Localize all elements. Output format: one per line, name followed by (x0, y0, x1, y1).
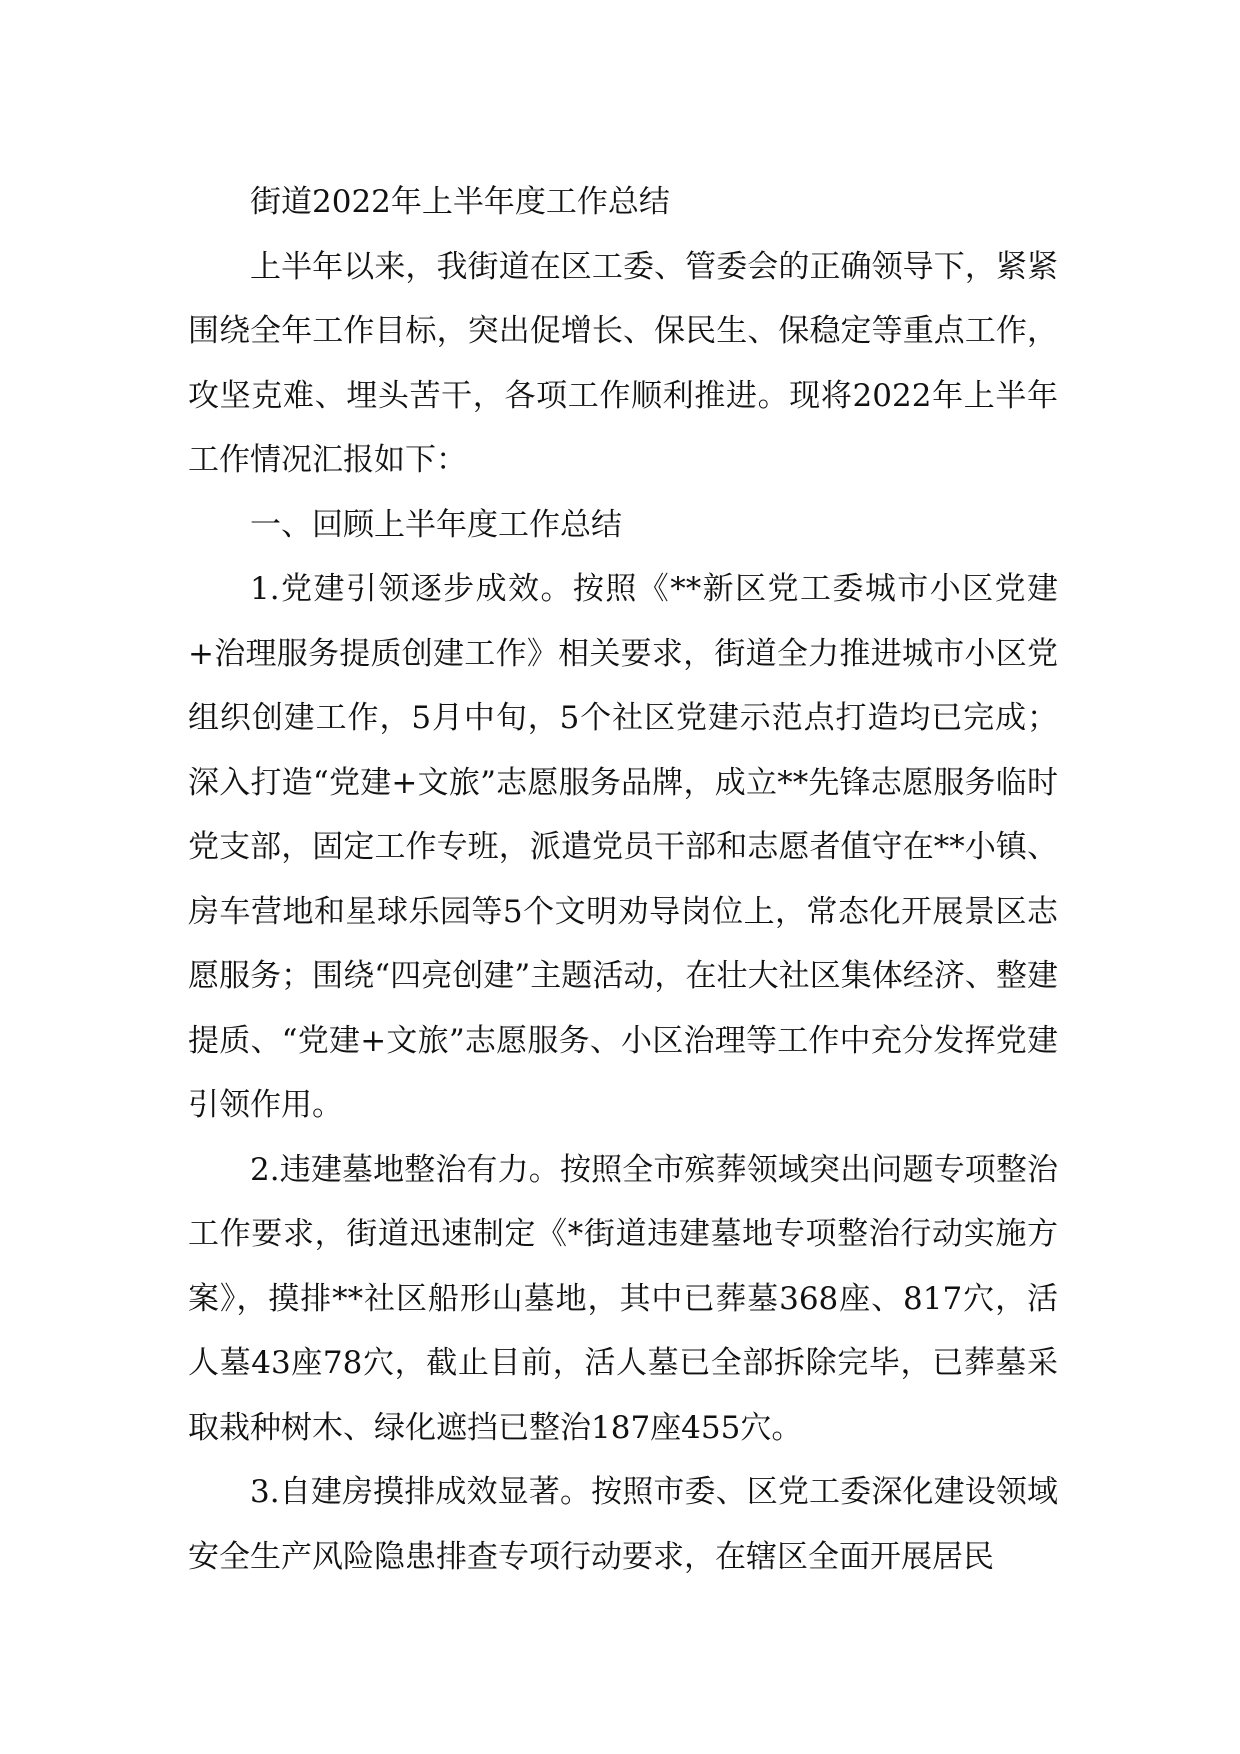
document-body (188, 170, 1058, 1589)
section-heading: 一、回顾上半年度工作总结 (250, 506, 622, 543)
paragraph-item-2: 2.违建墓地整治有力。按照全市殡葬领域突出问题专项整治工作要求，街道迅速制定《*街道违建墓地专项整治行动实施方案》，摸排**社区船形山墓地，其中已葬墓368座、817穴，活人墓43座78穴，截止目前，活人墓已全部拆除完毕，已葬墓采取栽种树木、绿化遮挡已整治187座455穴。 (188, 1151, 1058, 1446)
paragraph-item-1: 1.党建引领逐步成效。按照《**新区党工委城市小区党建+治理服务提质创建工作》相关要求，街道全力推进城市小区党组织创建工作，5月中旬，5个社区党建示范点打造均已完成；深入打造“党建+文旅”志愿服务品牌，成立**先锋志愿服务临时党支部，固定工作专班，派遣党员干部和志愿者值守在**小镇、房车营地和星球乐园等5个文明劝导岗位上，常态化开展景区志愿服务；围绕“四亮创建”主题活动，在壮大社区集体经济、整建提质、“党建+文旅”志愿服务、小区治理等工作中充分发挥党建引领作用。 (188, 571, 1058, 1123)
document-title: 街道2022年上半年度工作总结 (250, 184, 670, 220)
paragraph-item-3: 3.自建房摸排成效显著。按照市委、区党工委深化建设领域安全生产风险隐患排查专项行动要求，在辖区全面开展居民 (188, 1474, 1058, 1575)
paragraph-intro: 上半年以来，我街道在区工委、管委会的正确领导下，紧紧围绕全年工作目标，突出促增长、保民生、保稳定等重点工作，攻坚克难、埋头苦干，各项工作顺利推进。现将2022年上半年工作情况汇报如下： (188, 248, 1058, 478)
